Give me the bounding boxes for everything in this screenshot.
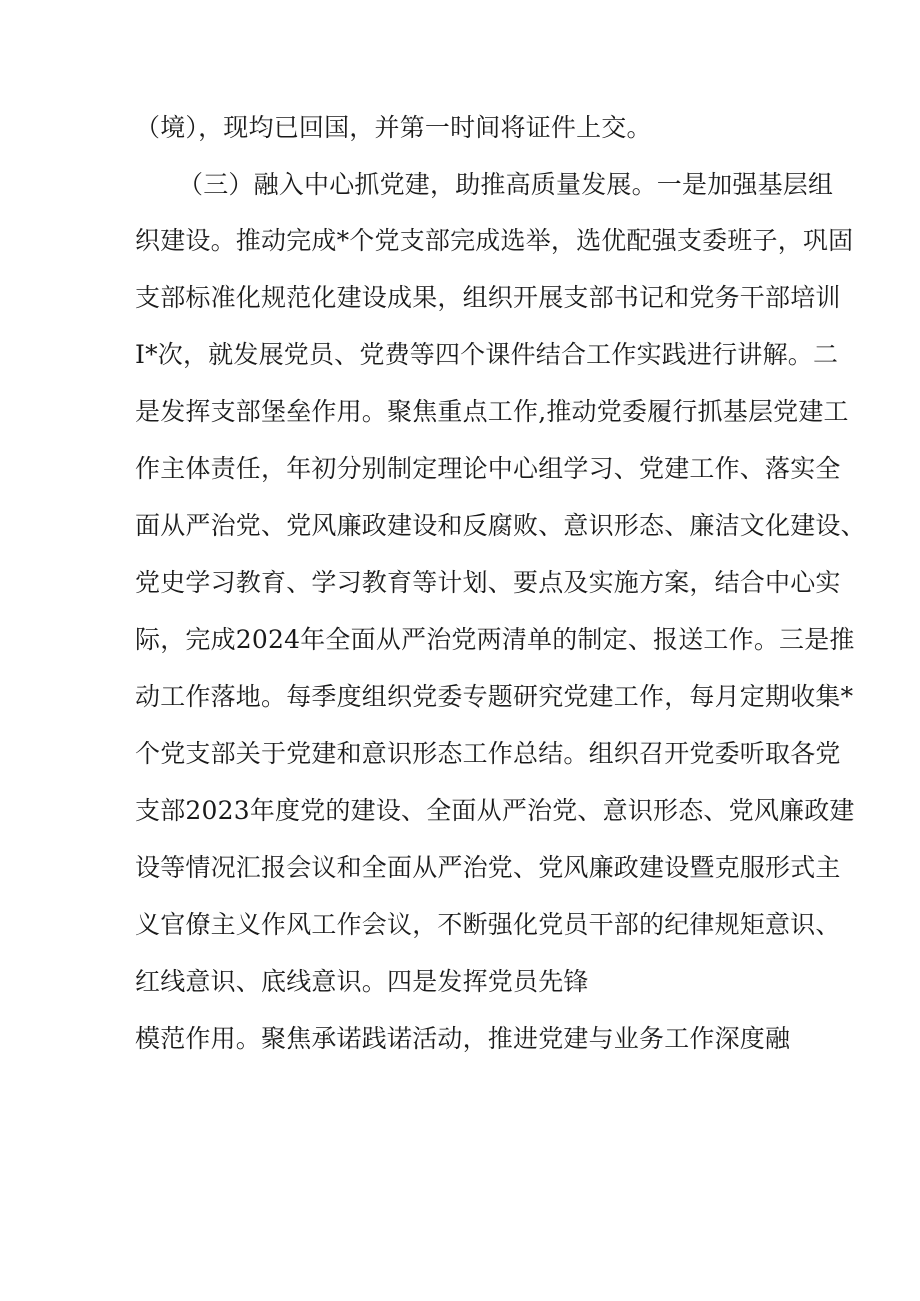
body-line-7: 作主体责任，年初分别制定理论中心组学习、党建工作、落实全 xyxy=(135,454,841,483)
body-line-3: 织建设。推动完成*个党支部完成选举，选优配强支委班子，巩固 xyxy=(135,226,854,255)
body-line-5: I*次，就发展党员、党费等四个课件结合工作实践进行讲解。二 xyxy=(135,340,839,369)
body-line-8: 面从严治党、党风廉政建设和反腐败、意识形态、廉洁文化建设、 xyxy=(135,511,866,540)
body-line-1: （境），现均已回国，并第一时间将证件上交。 xyxy=(135,113,652,142)
body-line-14: 设等情况汇报会议和全面从严治党、党风廉政建设暨克服形式主 xyxy=(135,853,841,882)
body-line-4: 支部标准化规范化建设成果，组织开展支部书记和党务干部培训 xyxy=(135,283,841,312)
body-line-11: 动工作落地。每季度组织党委专题研究党建工作，每月定期收集* xyxy=(135,682,854,711)
body-line-9: 党史学习教育、学习教育等计划、要点及实施方案，结合中心实 xyxy=(135,568,841,597)
body-line-17: 模范作用。聚焦承诺践诺活动，推进党建与业务工作深度融 xyxy=(135,1024,791,1053)
body-line-2: （三）融入中心抓党建，助推高质量发展。一是加强基层组 xyxy=(178,170,834,199)
body-line-16: 红线意识、底线意识。四是发挥党员先锋 xyxy=(135,967,589,996)
body-line-15: 义官僚主义作风工作会议，不断强化党员干部的纪律规矩意识、 xyxy=(135,910,841,939)
body-line-6: 是发挥支部堡垒作用。聚焦重点工作,推动党委履行抓基层党建工 xyxy=(135,397,849,426)
body-line-13: 支部2023年度党的建设、全面从严治党、意识形态、党风廉政建 xyxy=(135,796,855,825)
body-line-10: 际，完成2024年全面从严治党两清单的制定、报送工作。三是推 xyxy=(135,625,855,654)
body-line-12: 个党支部关于党建和意识形态工作总结。组织召开党委听取各党 xyxy=(135,739,841,768)
